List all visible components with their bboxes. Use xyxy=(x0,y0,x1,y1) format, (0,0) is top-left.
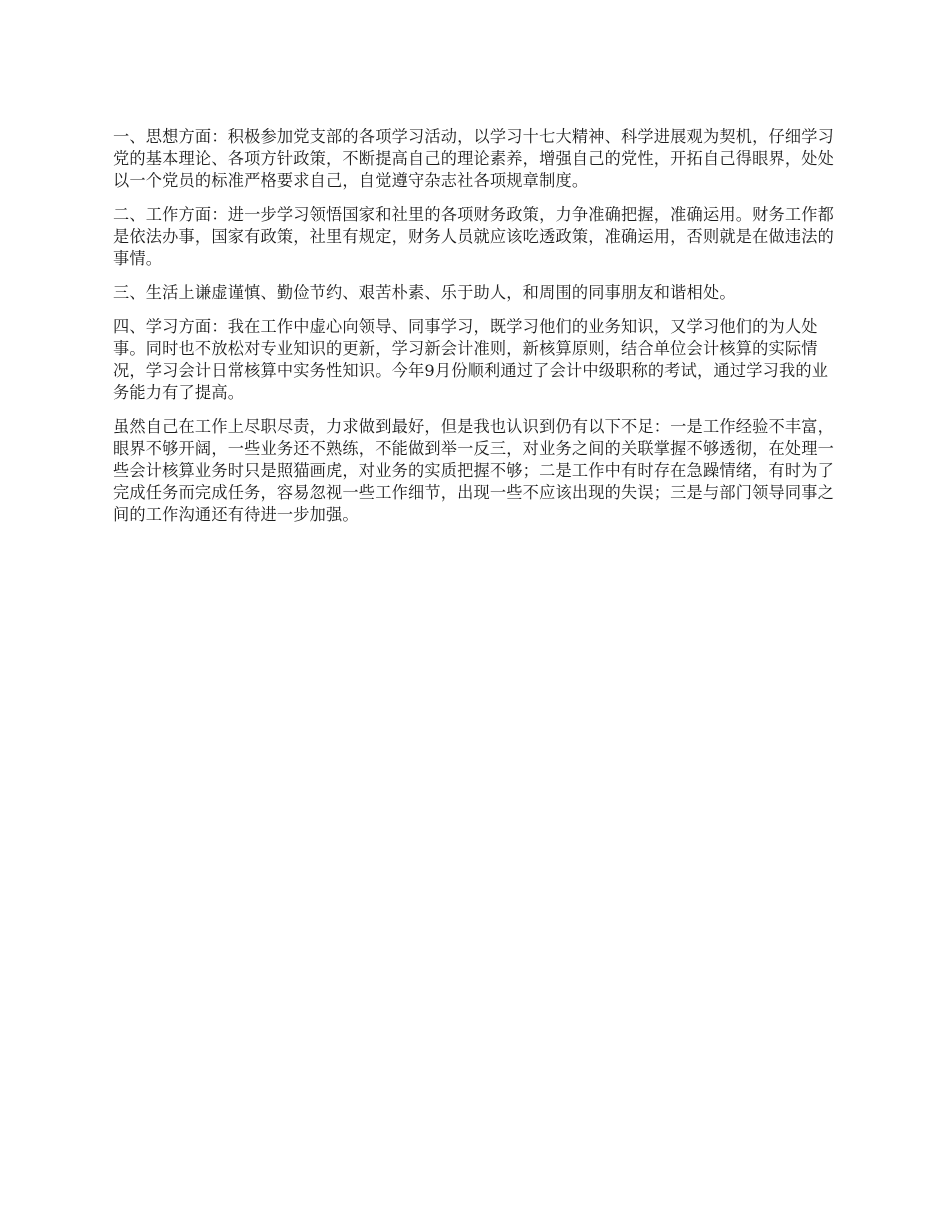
paragraph-thought: 一、思想方面：积极参加党支部的各项学习活动，以学习十七大精神、科学进展观为契机，仔细学习党的基本理论、各项方针政策，不断提高自己的理论素养，增强自己的党性，开拓自己得眼界，处处以一个党员的标准严格要求自己，自觉遵守杂志社各项规章制度。 xyxy=(113,127,835,190)
paragraph-shortcomings: 虽然自己在工作上尽职尽责，力求做到最好，但是我也认识到仍有以下不足：一是工作经验不丰富，眼界不够开阔，一些业务还不熟练，不能做到举一反三，对业务之间的关联掌握不够透彻，在处理一些会计核算业务时只是照猫画虎，对业务的实质把握不够；二是工作中有时存在急躁情绪，有时为了完成任务而完成任务，容易忽视一些工作细节，出现一些不应该出现的失误；三是与部门领导同事之间的工作沟通还有待进一步加强。 xyxy=(113,417,835,524)
paragraph-work: 二、工作方面：进一步学习领悟国家和社里的各项财务政策，力争准确把握，准确运用。财务工作都是依法办事，国家有政策，社里有规定，财务人员就应该吃透政策，准确运用，否则就是在做违法的事情。 xyxy=(113,205,835,268)
paragraph-study: 四、学习方面：我在工作中虚心向领导、同事学习，既学习他们的业务知识，又学习他们的为人处事。同时也不放松对专业知识的更新，学习新会计准则，新核算原则，结合单位会计核算的实际情况，学习会计日常核算中实务性知识。今年9月份顺利通过了会计中级职称的考试，通过学习我的业务能力有了提高。 xyxy=(113,317,829,402)
document-body xyxy=(113,126,840,538)
paragraph-life: 三、生活上谦虚谨慎、勤俭节约、艰苦朴素、乐于助人，和周围的同事朋友和谐相处。 xyxy=(113,283,736,302)
